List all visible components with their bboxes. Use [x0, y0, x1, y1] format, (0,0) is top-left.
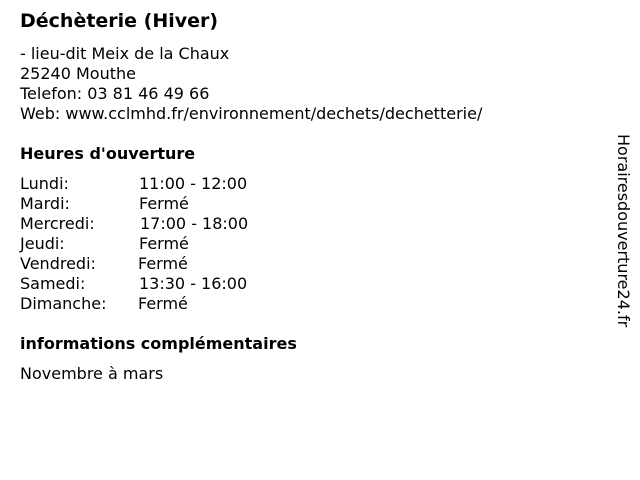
- day-label: Vendredi:: [20, 254, 96, 273]
- web-line: Web: www.cclmhd.fr/environnement/dechets/dechetterie/: [20, 104, 483, 123]
- day-hours: 13:30 - 16:00: [139, 274, 248, 293]
- additional-info-text: Novembre à mars: [20, 364, 164, 383]
- phone-line: Telefon: 03 81 46 49 66: [20, 84, 210, 103]
- day-label: Jeudi:: [20, 234, 65, 253]
- additional-info-heading: informations complémentaires: [20, 334, 297, 353]
- day-hours: Fermé: [138, 294, 188, 313]
- page-title: Déchèterie (Hiver): [20, 10, 219, 32]
- day-hours: Fermé: [139, 234, 189, 253]
- opening-hours-heading: Heures d'ouverture: [20, 144, 196, 163]
- day-hours: Fermé: [138, 254, 188, 273]
- day-label: Mardi:: [20, 194, 70, 213]
- day-hours: 17:00 - 18:00: [140, 214, 249, 233]
- day-label: Samedi:: [20, 274, 86, 293]
- day-hours: Fermé: [139, 194, 189, 213]
- day-hours: 11:00 - 12:00: [139, 174, 248, 193]
- day-label: Dimanche:: [20, 294, 107, 313]
- address-block: [20, 44, 482, 124]
- site-watermark: Horairesdouverture24.fr: [614, 134, 633, 328]
- day-label: Mercredi:: [20, 214, 95, 233]
- city-line: 25240 Mouthe: [20, 64, 136, 83]
- day-label: Lundi:: [20, 174, 69, 193]
- address-line: - lieu-dit Meix de la Chaux: [20, 44, 230, 63]
